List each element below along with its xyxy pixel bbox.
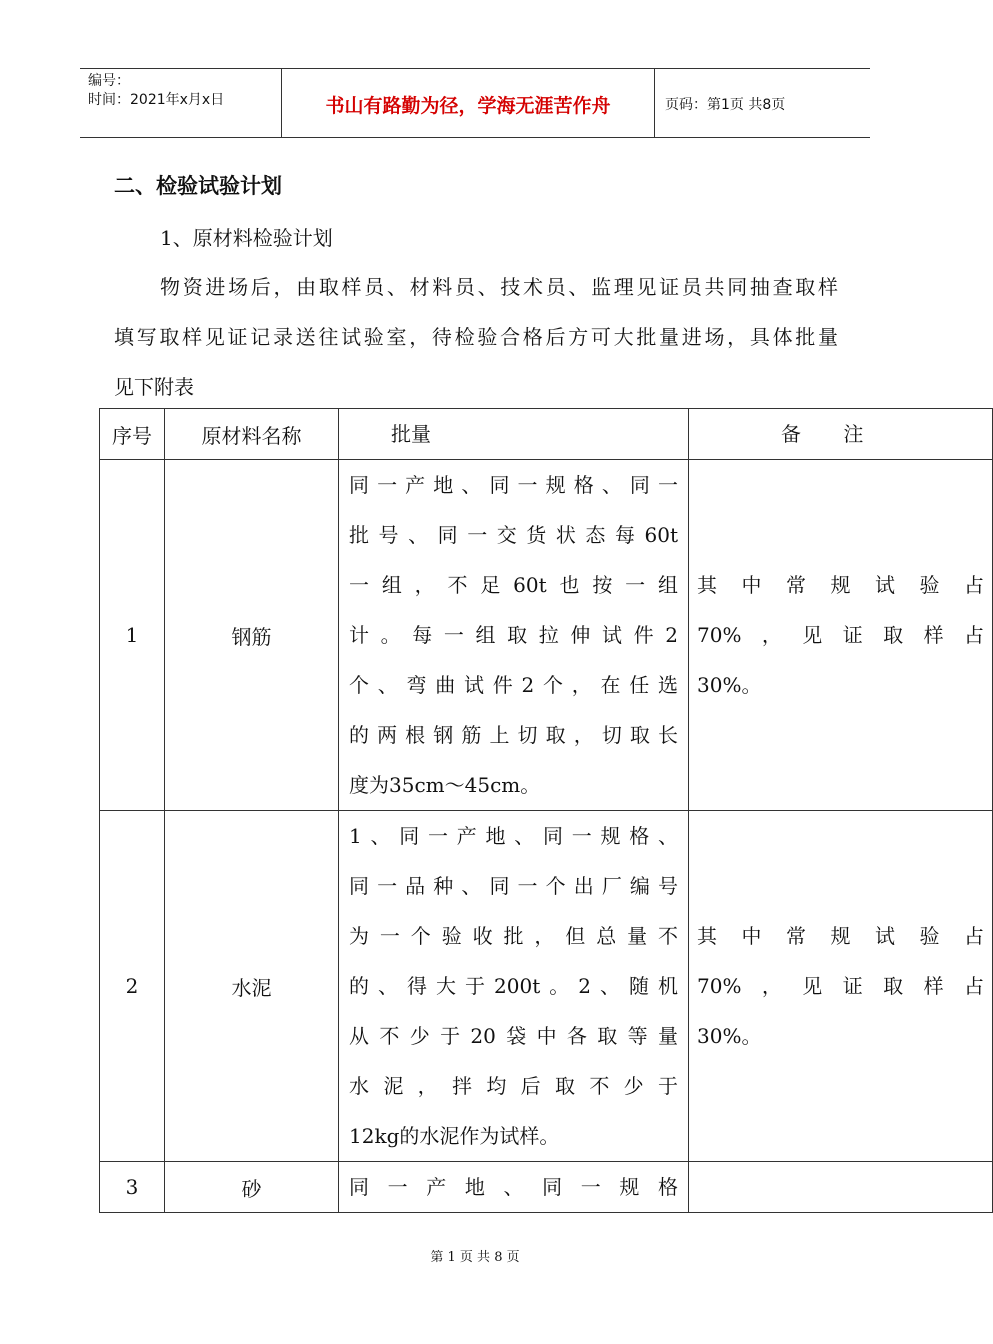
row-remarks [689,811,993,1162]
batch-line: 同一产地、同一规格 [349,1175,678,1199]
batch-line: 水泥，拌均后取不少于 [349,1074,678,1098]
batch-line: 12kg的水泥作为试样。 [349,1124,560,1148]
note-line: 30%。 [697,1024,762,1048]
note-line: 其中常规试验占 [697,573,984,597]
header-batch: 批量 [339,409,689,460]
header-seq: 序号 [100,409,165,460]
table-row [100,1162,993,1213]
batch-line: 从不少于20袋中各取等量 [349,1024,678,1048]
row-remarks [689,460,993,811]
section-title: 二、检验试验计划 [114,174,282,198]
batch-line: 个、弯曲试件2个，在任选 [349,673,678,697]
batch-line: 1、同一产地、同一规格、 [349,824,678,848]
page-header [80,68,870,138]
header-motto: 书山有路勤为径，学海无涯苦作舟 [281,69,655,137]
row-batch [339,1162,689,1213]
row-seq: 1 [100,460,165,811]
table-row [100,460,993,811]
row-batch [339,811,689,1162]
batch-line: 为一个验收批，但总量不 [349,924,678,948]
row-material-name: 钢筋 [165,460,339,811]
row-batch [339,460,689,811]
row-remarks [689,1162,993,1213]
header-remarks: 备 注 [689,409,993,460]
page-footer: 第 1 页 共 8 页 [430,1250,520,1265]
header-meta [80,69,281,137]
note-line: 其中常规试验占 [697,924,984,948]
batch-line: 批号、同一交货状态每60t [349,523,678,547]
table-header-row [100,409,993,460]
table-row [100,811,993,1162]
material-inspection-table [99,408,993,1213]
note-line: 30%。 [697,673,762,697]
batch-line: 一组，不足60t也按一组 [349,573,678,597]
batch-line: 同一品种、同一个出厂编号 [349,874,678,898]
time-label: 时间：2021年x月x日 [88,92,225,108]
note-line: 70%，见证取样占 [697,974,984,998]
paragraph-line: 见下附表 [114,375,194,399]
note-line: 70%，见证取样占 [697,623,984,647]
number-label: 编号： [88,73,130,89]
batch-line: 的、得大于200t。2、随机 [349,974,678,998]
paragraph-line: 填写取样见证记录送往试验室，待检验合格后方可大批量进场，具体批量 [114,325,838,349]
row-material-name: 水泥 [165,811,339,1162]
intro-paragraph [114,262,838,412]
header-material-name: 原材料名称 [165,409,339,460]
header-page-info: 页码：第1页 共8页 [665,97,786,113]
batch-line: 度为35cm～45cm。 [349,773,541,797]
subsection-title: 1、原材料检验计划 [160,226,333,250]
batch-line: 计。每一组取拉伸试件2 [349,623,678,647]
paragraph-line: 物资进场后，由取样员、材料员、技术员、监理见证员共同抽查取样 [160,275,838,299]
row-material-name: 砂 [165,1162,339,1213]
row-seq: 3 [100,1162,165,1213]
batch-line: 同一产地、同一规格、同一 [349,473,678,497]
row-seq: 2 [100,811,165,1162]
batch-line: 的两根钢筋上切取，切取长 [349,723,678,747]
